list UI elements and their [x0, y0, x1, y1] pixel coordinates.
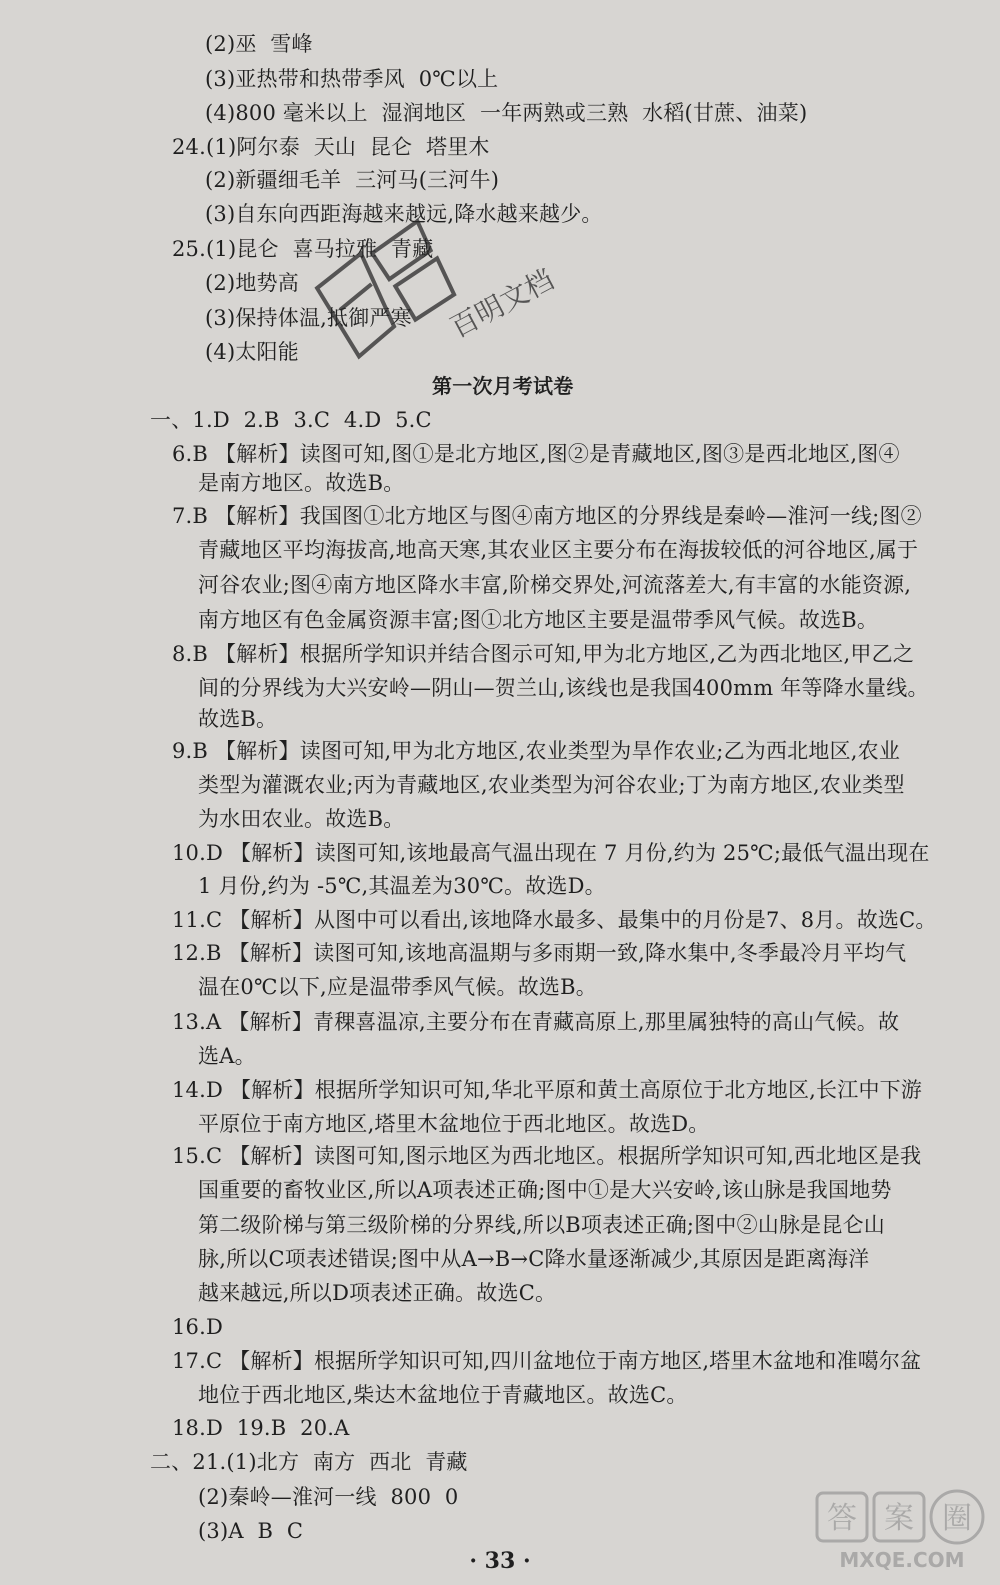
answer-line: 10.D 【解析】读图可知,该地最高气温出现在 7 月份,约为 25℃;最低气温出现在 [172, 841, 930, 865]
answer-line: 24.(1)阿尔泰 天山 昆仑 塔里木 [172, 135, 490, 159]
answer-line: (2)新疆细毛羊 三河马(三河牛) [205, 168, 500, 192]
answer-line: 13.A 【解析】青稞喜温凉,主要分布在青藏高原上,那里属独特的高山气候。故 [172, 1010, 900, 1034]
answer-line: 南方地区有色金属资源丰富;图①北方地区主要是温带季风气候。故选B。 [198, 608, 879, 632]
answer-line: 选A。 [198, 1044, 256, 1068]
answer-line: 第二级阶梯与第三级阶梯的分界线,所以B项表述正确;图中②山脉是昆仑山 [198, 1213, 885, 1237]
answer-line: (4)太阳能 [205, 340, 299, 364]
answer-line: (2)巫 雪峰 [205, 32, 313, 56]
answer-line: 地位于西北地区,柴达木盆地位于青藏地区。故选C。 [198, 1383, 688, 1407]
answer-line: 越来越远,所以D项表述正确。故选C。 [198, 1281, 557, 1305]
answer-line: 温在0℃以下,应是温带季风气候。故选B。 [198, 975, 597, 999]
answer-line: 15.C 【解析】读图可知,图示地区为西北地区。根据所学知识可知,西北地区是我 [172, 1144, 922, 1168]
answer-line: (2)秦岭—淮河一线 800 0 [198, 1485, 459, 1509]
answer-line: 平原位于南方地区,塔里木盆地位于西北地区。故选D。 [198, 1112, 710, 1136]
answer-line: 河谷农业;图④南方地区降水丰富,阶梯交界处,河流落差大,有丰富的水能资源, [198, 573, 912, 597]
answer-line: (3)自东向西距海越来越远,降水越来越少。 [205, 202, 603, 226]
answer-line: 为水田农业。故选B。 [198, 807, 405, 831]
answer-line: 9.B 【解析】读图可知,甲为北方地区,农业类型为旱作农业;乙为西北地区,农业 [172, 739, 901, 763]
section-title: 第一次月考试卷 [432, 374, 574, 398]
svg-text:答: 答 [827, 1501, 857, 1536]
answer-line: 17.C 【解析】根据所学知识可知,四川盆地位于南方地区,塔里木盆地和准噶尔盆 [172, 1349, 922, 1373]
answer-line: 16.D [172, 1315, 224, 1339]
answer-line: 一、1.D 2.B 3.C 4.D 5.C [150, 408, 432, 432]
svg-text:百明文档: 百明文档 [444, 262, 560, 345]
answer-line: 18.D 19.B 20.A [172, 1416, 350, 1440]
answer-line: 青藏地区平均海拔高,地高天寒,其农业区主要分布在海拔较低的河谷地区,属于 [198, 538, 919, 562]
answer-line: 14.D 【解析】根据所学知识可知,华北平原和黄土高原位于北方地区,长江中下游 [172, 1078, 923, 1102]
answer-line: 1 月份,约为 -5℃,其温差为30℃。故选D。 [198, 874, 606, 898]
answer-line: 7.B 【解析】我国图①北方地区与图④南方地区的分界线是秦岭—淮河一线;图② [172, 504, 922, 528]
answer-line: 间的分界线为大兴安岭—阴山—贺兰山,该线也是我国400mm 年等降水量线。 [198, 676, 929, 700]
answer-line: 是南方地区。故选B。 [198, 471, 405, 495]
answer-line: 类型为灌溉农业;丙为青藏地区,农业类型为河谷农业;丁为南方地区,农业类型 [198, 773, 905, 797]
page-number: · 33 · [469, 1548, 531, 1574]
answer-line: 8.B 【解析】根据所学知识并结合图示可知,甲为北方地区,乙为西北地区,甲乙之 [172, 642, 914, 666]
answer-line: (3)保持体温,抵御严寒 [205, 306, 412, 330]
svg-text:案: 案 [884, 1501, 914, 1536]
answer-line: (2)地势高 [205, 271, 299, 295]
answer-line: 脉,所以C项表述错误;图中从A→B→C降水量逐渐减少,其原因是距离海洋 [198, 1247, 870, 1271]
answer-line: 6.B 【解析】读图可知,图①是北方地区,图②是青藏地区,图③是西北地区,图④ [172, 442, 900, 466]
answer-line: 11.C 【解析】从图中可以看出,该地降水最多、最集中的月份是7、8月。故选C。 [172, 908, 937, 932]
answer-line: (3)A B C [198, 1519, 304, 1543]
answer-line: 25.(1)昆仑 喜马拉雅 青藏 [172, 237, 434, 261]
svg-text:圈: 圈 [942, 1501, 972, 1536]
answer-line: 二、21.(1)北方 南方 西北 青藏 [150, 1450, 468, 1474]
svg-text:MXQE.COM: MXQE.COM [839, 1548, 965, 1572]
answer-line: 故选B。 [198, 707, 278, 731]
answer-line: (4)800 毫米以上 湿润地区 一年两熟或三熟 水稻(甘蔗、油菜) [205, 101, 808, 125]
answer-line: 国重要的畜牧业区,所以A项表述正确;图中①是大兴安岭,该山脉是我国地势 [198, 1178, 892, 1202]
answer-line: 12.B 【解析】读图可知,该地高温期与多雨期一致,降水集中,冬季最冷月平均气 [172, 941, 907, 965]
answer-line: (3)亚热带和热带季风 0℃以上 [205, 67, 499, 91]
